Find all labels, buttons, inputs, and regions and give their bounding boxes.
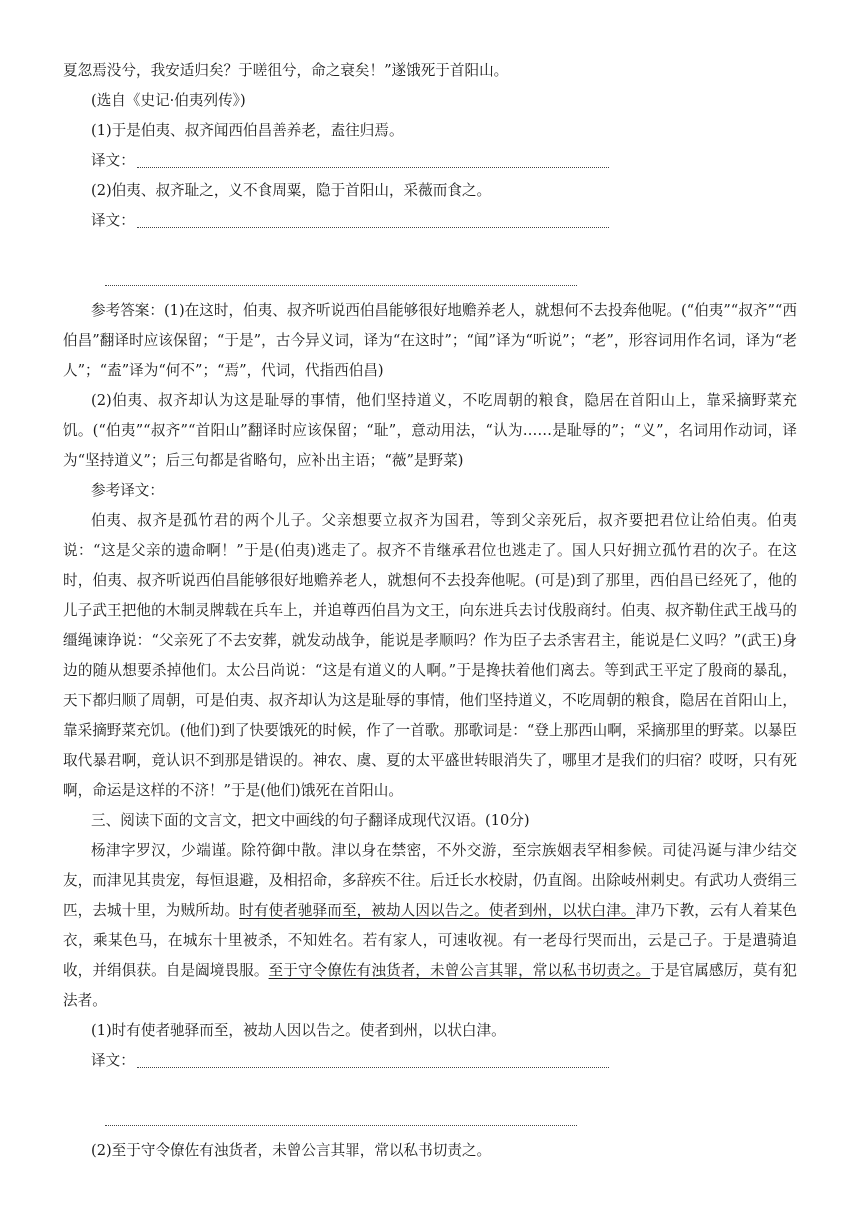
translation-line-1 [63, 146, 797, 176]
answer-blank [137, 227, 609, 228]
spacer [63, 1076, 797, 1106]
reference-answer-2: (2)伯夷、叔齐却认为这是耻辱的事情，他们坚持道义，不吃周朝的粮食，隐居在首阳山上，靠采摘野菜充饥。(“伯夷”“叔齐”“首阳山”翻译时应该保留；“耻”，意动用法，“认为……是耻辱的”；“义”，名词用作动词，译为“坚持道义”；后三句都是省略句，应补出主语；“薇”是野菜) [63, 392, 797, 469]
passage-part-1: 杨津字罗汉，少端谨。除符御中散。津以身在禁密，不外交游，至宗族姻表罕相参候。司徒冯诞与津少结交友，而津见其贵宠，每恒退避，及相招命，多辞疾不往。后迁长水校尉，仍直阁。出除岐州刺史。有武功人赍绢三匹，去城十里，为贼所劫。 [63, 842, 797, 919]
question-2: (2)伯夷、叔齐耻之，义不食周粟，隐于首阳山，采薇而食之。 [91, 182, 492, 199]
question-3-2: (2)至于守令僚佐有浊货者，未曾公言其罪，常以私书切责之。 [91, 1142, 492, 1159]
answer-blank [137, 1067, 609, 1068]
question-3-1: (1)时有使者驰驿而至，被劫人因以告之。使者到州，以状白津。 [91, 1022, 506, 1039]
answer-blank [137, 167, 609, 168]
answer-blank-line [63, 266, 797, 296]
passage-part-3: 于是官属感厉，莫有犯法者。 [63, 962, 797, 1009]
classical-passage [63, 836, 797, 1016]
underlined-sentence-2: 至于守令僚佐有浊货者，未曾公言其罪，常以私书切责之。 [268, 962, 651, 979]
underlined-sentence-1: 时有使者驰驿而至，被劫人因以告之。使者到州，以状白津。 [239, 902, 636, 919]
translation-line-3 [63, 1046, 797, 1076]
reference-translation-label: 参考译文： [91, 482, 164, 499]
reference-translation: 伯夷、叔齐是孤竹君的两个儿子。父亲想要立叔齐为国君，等到父亲死后，叔齐要把君位让给伯夷。伯夷说：“这是父亲的遗命啊！”于是(伯夷)逃走了。叔齐不肯继承君位也逃走了。国人只好拥立孤竹君的次子。在这时，伯夷、叔齐听说西伯昌能够很好地赡养老人，就想何不去投奔他呢。(可是)到了那里，西伯昌已经死了，他的儿子武王把他的木制灵牌载在兵车上，并追尊西伯昌为文王，向东进兵去讨伐殷商纣。伯夷、叔齐勒住武王战马的缰绳谏诤说：“父亲死了不去安葬，就发动战争，能说是孝顺吗？作为臣子去杀害君主，能说是仁义吗？”(武王)身边的随从想要杀掉他们。太公吕尚说：“这是有道义的人啊。”于是搀扶着他们离去。等到武王平定了殷商的暴乱，天下都归顺了周朝，可是伯夷、叔齐却认为这是耻辱的事情，他们坚持道义，不吃周朝的粮食，隐居在首阳山上，靠采摘野菜充饥。(他们)到了快要饿死的时候，作了一首歌。那歌词是：“登上那西山啊，采摘那里的野菜。以暴臣取代暴君啊，竟认识不到那是错误的。神农、虞、夏的太平盛世转眼消失了，哪里才是我们的归宿？哎呀，只有死啊，命运是这样的不济！”于是(他们)饿死在首阳山。 [63, 512, 797, 799]
translation-line-2 [63, 206, 797, 236]
spacer [63, 236, 797, 266]
translation-label: 译文： [91, 152, 135, 169]
answer-blank [105, 285, 577, 286]
question-1: (1)于是伯夷、叔齐闻西伯昌善养老，盍往归焉。 [91, 122, 404, 139]
section-3-title: 三、阅读下面的文言文，把文中画线的句子翻译成现代汉语。(10分) [91, 812, 530, 829]
source-citation: (选自《史记·伯夷列传》) [91, 92, 246, 109]
translation-label: 译文： [91, 212, 135, 229]
answer-blank [105, 1125, 577, 1126]
poem-ending: 夏忽焉没兮，我安适归矣？于嗟徂兮，命之衰矣！”遂饿死于首阳山。 [63, 62, 509, 79]
reference-answer-1: 参考答案：(1)在这时，伯夷、叔齐听说西伯昌能够很好地赡养老人，就想何不去投奔他呢。(“伯夷”“叔齐”“西伯昌”翻译时应该保留；“于是”，古今异义词，译为“在这时”；“闻”译为“听说”；“老”，形容词用作名词，译为“老人”；“盍”译为“何不”；“焉”，代词，代指西伯昌) [63, 302, 797, 379]
answer-blank-line [63, 1106, 797, 1136]
passage-part-2: 津乃下教，云有人着某色衣，乘某色马，在城东十里被杀，不知姓名。若有家人，可速收视。有一老母行哭而出，云是己子。于是遣骑追收，并绢俱获。自是阖境畏服。 [63, 902, 797, 979]
translation-label: 译文： [91, 1052, 135, 1069]
